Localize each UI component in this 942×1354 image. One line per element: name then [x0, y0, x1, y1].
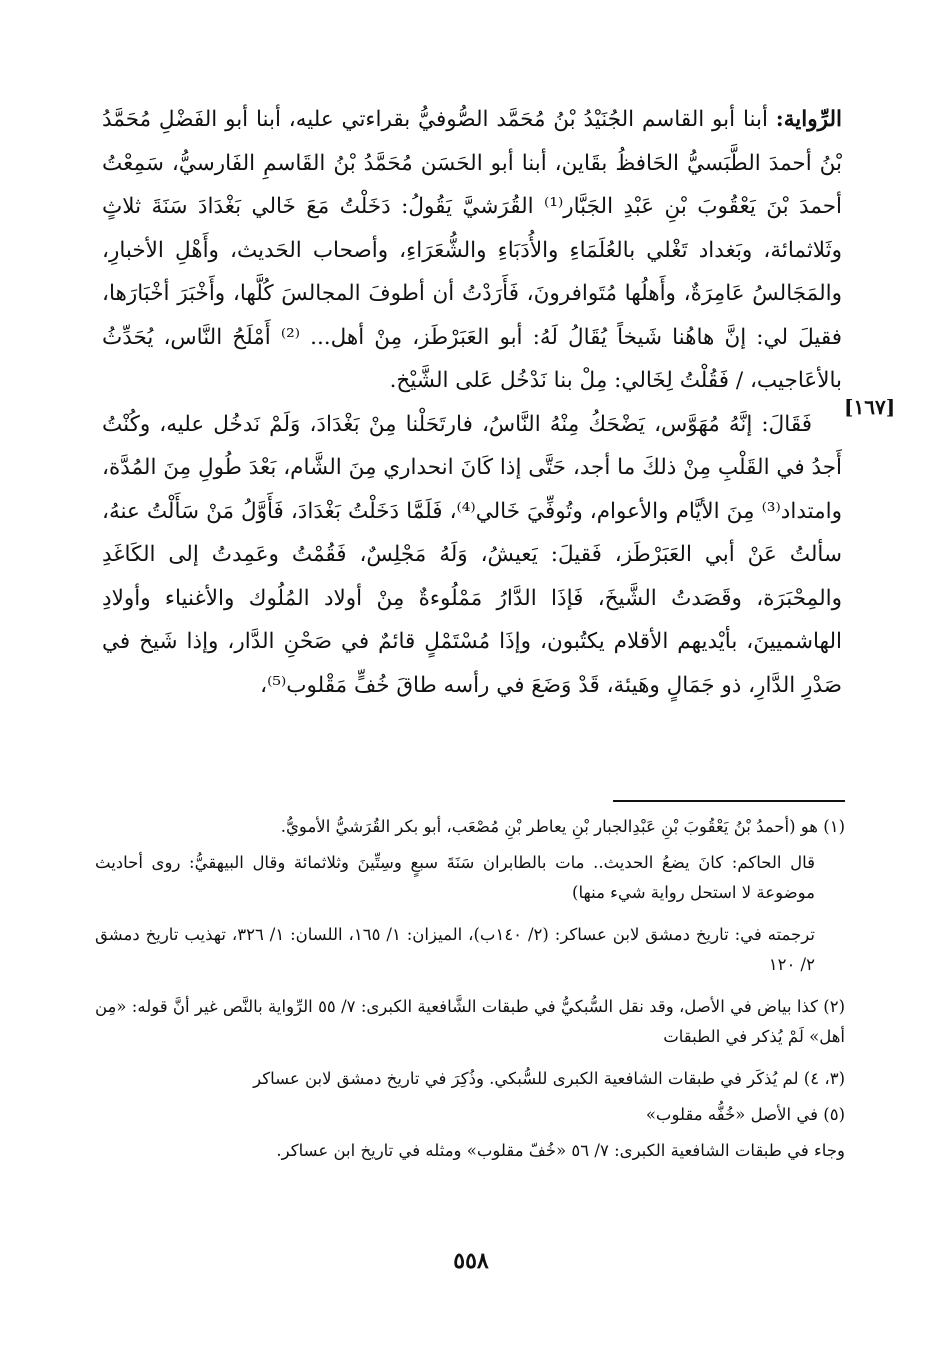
- footnote-2: (٢) كذا بياض في الأصل، وقد نقل السُّبكيُّ في طبقات الشَّافعية الكبرى: ٧/ ٥٥ الرِّواية بالنَّص غير أنَّ قوله: «مِن أهل» لَمْ يُذكر في الطبقات: [95, 997, 845, 1046]
- footnote-5: (٥) في الأصل «خُفُّه مقلوب»: [645, 1105, 845, 1124]
- paragraph-1-text: أبنا أبو القاسم الجُنَيْدُ بْنُ مُحَمَّد الصُّوفيُّ بقراءتي عليه، أبنا أبو الفَضْلِ مُحَمَّدُ بْنُ أحمدَ الطَّبَسيُّ الحَافظُ بقَاين، أبنا أبو الحَسَن مُحَمَّدُ بْنُ القَاسمِ الفَارسيُّ، سَمِعْتُ أحمدَ بْنَ يَعْقُوبَ بْنِ عَبْدِ الجَبَّار⁽¹⁾ القُرَشيَّ يَقُولُ: دَخَلْتُ مَعَ خَالي بَغْدَادَ سَنَةَ ثلاثٍ وثَلاثمائة، وبَغداد تَغْلي بالعُلَمَاءِ والأُدَبَاءِ والشُّعَرَاءِ، وأصحاب الحَديث، وأَهْلِ الأخبارِ، والمَجَالسُ عَامِرَةٌ، وأَهلُها مُتَوافرونَ، فَأَرَدْتُ أن أطوفَ المجالسَ كُلَّها، وأَخْبَرَ أخْبَارَها، فقيلَ لي: إنَّ هاهُنا شَيخاً يُقَالُ لَهُ: أبو العَبَرْطَز، مِنْ أهل... ⁽²⁾ أَمْلَحُ النَّاس، يُحَدِّثُ بالأعَاجيب، / فَقُلْتُ لِخَالي: مِلْ بنا نَدْخُل عَلى الشَّيْخ.: [102, 107, 843, 393]
- footnote-1-continuation: قال الحاكم: كانَ يضعُ الحديث.. مات بالطابران سَنَةَ سبعٍ وسِتِّينَ وثلاثمائة وقال البيهقيُّ: روى أحاديث موضوعة لا استحل رواية شيء منها): [95, 853, 815, 902]
- paragraph-2: فَقَالَ: إنَّهُ مُهَوَّس، يَضْحَكُ مِنْهُ النَّاسُ، فارتَحَلْنا مِنْ بَغْدَادَ، وَلَمْ نَدخُل عليه، وكُنْتُ أَجدُ في القَلْبِ مِنْ ذلكَ ما أجد، حَتَّى إذا كَانَ انحداري مِنَ الشَّام، بَعْدَ طُولِ مِنَ المُدَّة، وامتداد⁽³⁾ مِنَ الأيَّام والأعوام، وتُوفِّيَ خَالي⁽⁴⁾، فَلَمَّا دَخَلْتُ بَغْدَادَ، فَأَوَّلُ مَنْ سَأَلْتُ عنهُ، سألتُ عَنْ أبي العَبَرْطَز، فَقيلَ: يَعيشُ، وَلَهُ مَجْلِسٌ، فَقُمْتُ وعَمِدتُ إلى الكَاغَدِ والمِحْبَرَة، وقَصَدتُ الشَّيخَ، فَإذَا الدَّارُ مَمْلُوءةٌ مِنْ أولاد المُلُوك والأغنياء وأولادِ الهاشميينَ، بأيْديهم الأقلام يكتُبون، وإذَا مُسْتَمْلٍ قائمٌ في صَحْنِ الدَّار، وإذا شَيخ في صَدْرِ الدَّارِ، ذو جَمَالٍ وهَيئة، قَدْ وَضَعَ في رأسه طاقَ خُفٍّ مَقْلوب⁽⁵⁾،: [102, 411, 842, 698]
- footnote-separator: [613, 800, 845, 802]
- page-number: ٥٥٨: [453, 1248, 489, 1274]
- footnotes: [95, 812, 845, 1178]
- footnote-1-sources: ترجمته في: تاريخ دمشق لابن عساكر: (٢/ ١٤٠ب)، الميزان: ١/ ١٦٥، اللسان: ١/ ٣٢٦، تهذيب تاريخ دمشق ٢/ ١٢٠: [95, 925, 815, 974]
- footnote-5-continuation: وجاء في طبقات الشافعية الكبرى: ٧/ ٥٦ «خُفّ مقلوب» ومثله في تاريخ ابن عساكر.: [276, 1141, 845, 1160]
- paragraph-1: [102, 98, 842, 403]
- main-text: [102, 98, 842, 707]
- footnote-3-4: (٣، ٤) لم يُذكَر في طبقات الشافعية الكبرى للسُّبكي. وذُكِرَ في تاريخ دمشق لابن عساكر: [253, 1069, 845, 1088]
- riwaya-heading: الرِّواية:: [775, 107, 842, 132]
- page-reference-marker: [١٦٧]: [844, 395, 896, 419]
- footnote-1: (١) هو (أحمدُ بْنُ يَعْقُوبَ بْنِ عَبْدِالجبار بْنِ يعاطر بْنِ مُصْعَب، أبو بكر القُرَشيُّ الأمويُّ.: [280, 817, 845, 836]
